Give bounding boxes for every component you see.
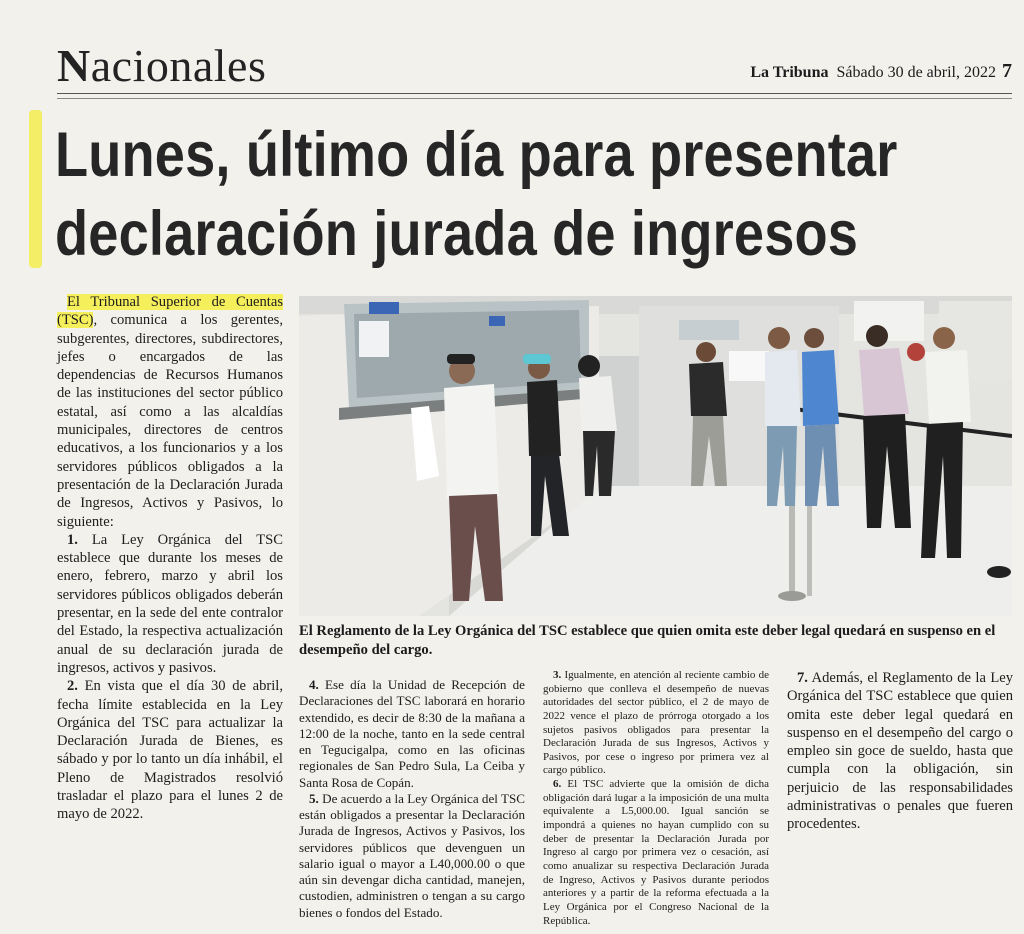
- item-4: 4. Ese día la Unidad de Recepción de Declaraciones del TSC laborará en horario extendido, es decir de 8:30 de la mañana a 12:00 de la noche, tanto en la sede central en Tegucigalpa, como en las oficinas regionales de San Pedro Sula, La Ceiba y Santa Rosa de Copán.: [299, 677, 525, 790]
- article-column-2: [299, 677, 525, 921]
- header-rule: [57, 93, 1012, 94]
- item-6: 6. El TSC advierte que la omisión de dicha obligación dará lugar a la imposición de una multa equivalente a L5,000.00. Igual sanción se impondrá a quienes no hayan cumplido con su deber de presentar la Declaración Jurada por Ingreso al cargo por primera vez o cesación, así como anualizar su respectiva Declaración Jurada de Ingreso, Activos y Pasivos durante periodos anteriores y a partir de la reforma efectuada a la Ley Orgánica por el Congreso Nacional de la República.: [543, 778, 769, 927]
- news-photo: [299, 296, 1012, 616]
- item-3: 3. Igualmente, en atención al reciente cambio de gobierno que conlleva el desempeño de nuevas autoridades del sector público, el 2 de mayo de 2022 vence el plazo de prórroga otorgado a los sujetos pasivos obligados para presentar la Declaración Jurada de sus Ingresos, Activos y Pasivos, por cese o ingreso por primera vez al cargo público.: [543, 669, 770, 777]
- article-column-1: [57, 293, 283, 824]
- item-7: 7. Además, el Reglamento de la Ley Orgánica del TSC establece que quien omita este deber legal quedará en suspenso en el desempeño del cargo o empleo sin goce de sueldo, hasta que cumpla con la obligación, sin perjuicio de las responsabilidades administrativas o penales que fueren procedentes.: [787, 670, 1014, 833]
- article-column-3: [543, 669, 769, 928]
- article-column-4: [787, 669, 1013, 834]
- section-title: Nacionales: [57, 40, 267, 91]
- item-2: 2. En vista que el día 30 de abril, fecha límite establecida en la Ley Orgánica del TSC para actualizar la Declaración Jurada de Bienes, es sábado y por lo tanto un día inhábil, el Pleno de Magistrados resolvió trasladar el plazo para el lunes 2 de mayo de 2022.: [57, 678, 283, 823]
- headline-line-2: declaración jurada de ingresos: [55, 199, 859, 269]
- issue-date: Sábado 30 de abril, 2022: [836, 64, 996, 81]
- header-rule-thin: [57, 98, 1012, 99]
- item-5: 5. De acuerdo a la Ley Orgánica del TSC están obligados a presentar la Declaración Jurada de Ingresos, Activos y Pasivos, los servidores públicos que devenguen un salario igual o mayor a L40,000.00 o que aún sin devengar dicha cantidad, manejen, custodien, administren o tengan a su cargo bienes o fondos del Estado.: [299, 790, 525, 920]
- masthead: [750, 60, 1012, 83]
- highlighter-mark: [29, 110, 42, 268]
- photo-caption: El Reglamento de la Ley Orgánica del TSC establece que quien omita este deber legal quedará en suspenso en el desempeño del cargo.: [299, 623, 996, 658]
- lead-paragraph: El Tribunal Superior de Cuentas (TSC), comunica a los gerentes, subgerentes, directores, subdirectores, jefes o encargados de las dependencias de Recursos Humanos de las instituciones del sector público estatal, así como a las alcaldías municipales, directores de centros educativos, a los funcionarios y a los servidores públicos obligados a la presentación de la Declaración Jurada de Ingresos, Activos y Pasivos, lo siguiente:: [57, 294, 283, 530]
- headline-line-1: Lunes, último día para presentar: [55, 120, 898, 190]
- publication-name: La Tribuna: [750, 64, 829, 81]
- item-1: 1. La Ley Orgánica del TSC establece que durante los meses de enero, febrero, marzo y abril los servidores públicos obligados deberán presentar, en la sede del ente contralor del Estado, la respectiva actualización anual de su declaración jurada de ingresos, activos y pasivos.: [57, 531, 283, 676]
- highlighted-text: El Tribunal Superior de Cuentas (TSC): [57, 294, 283, 329]
- page-number: 7: [1002, 60, 1012, 82]
- headline: [55, 116, 898, 274]
